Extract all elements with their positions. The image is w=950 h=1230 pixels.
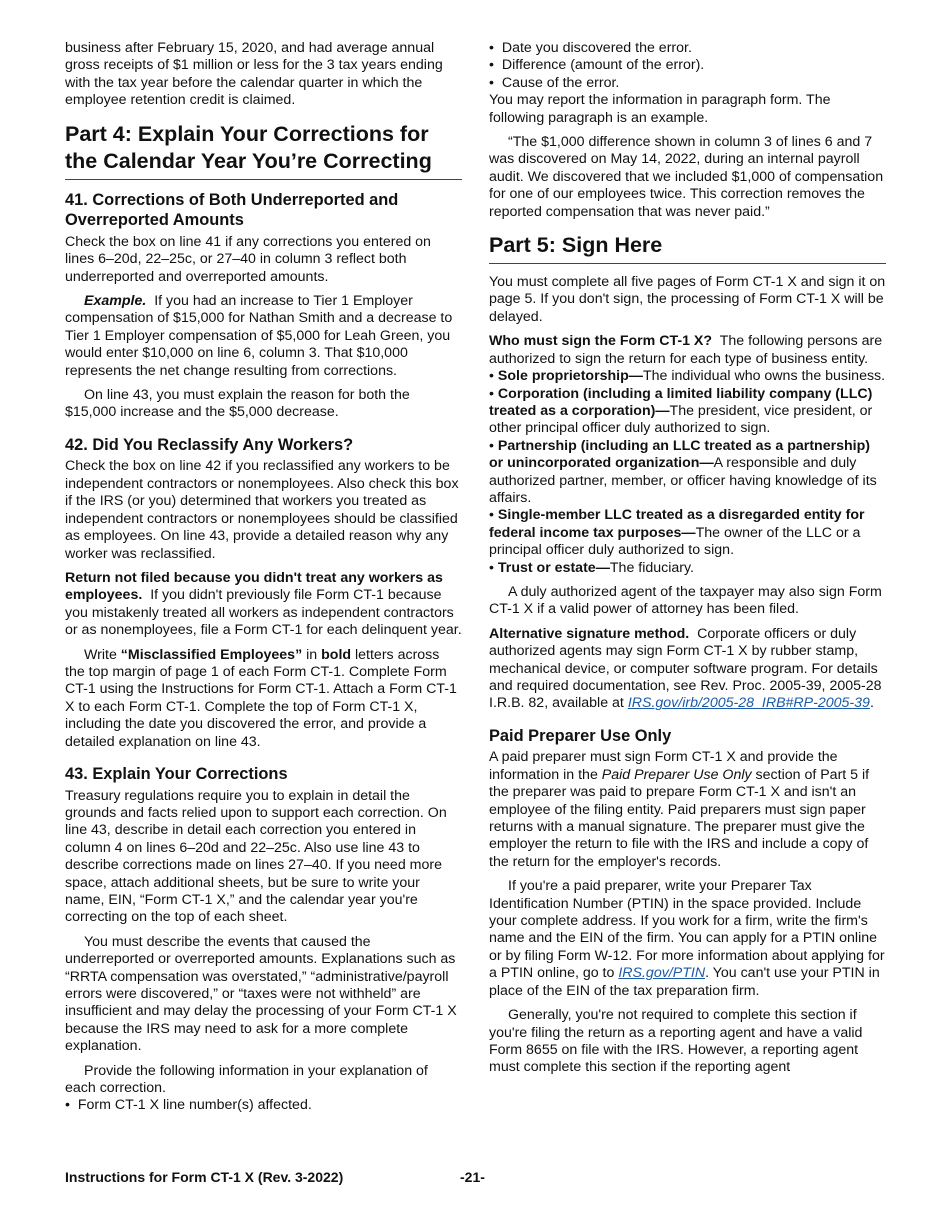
alternative-signature-label: Alternative signature method.	[489, 625, 690, 642]
misclassified-paragraph: Write “Misclassified Employees” in bold letters across the top margin of page 1 of each Form CT-1. Complete Form CT-1 using the Instructions for Form CT-1. Attach a Form CT-1 X to each Form CT-1. Complete the top of Form CT-1 X, including the date you discovered the error, and provide a detailed explanation on line 43.	[65, 646, 457, 750]
list-item: • Cause of the error.	[489, 74, 620, 91]
list-item: • Corporation (including a limited liability company (LLC) treated as a corporation)—The president, vice president, or other principal officer duly authorized to sign.	[489, 385, 873, 437]
list-item: • Trust or estate—The fiduciary.	[489, 559, 694, 576]
who-must-sign-paragraph: Who must sign the Form CT-1 X? The following persons are authorized to sign the return for each type of business entity.	[489, 333, 883, 367]
part5-heading: Part 5: Sign Here	[489, 233, 663, 258]
part5-rule	[489, 263, 886, 264]
footer-page-number: -21-	[460, 1169, 485, 1185]
list-item: • Single-member LLC treated as a disregarded entity for federal income tax purposes—The owner of the LLC or a principal officer duly authorized to sign.	[489, 507, 865, 559]
part5-paragraph: You must complete all five pages of Form CT-1 X and sign it on page 5. If you don't sign, the processing of Form CT-1 X will be delayed.	[489, 274, 886, 325]
example-quote: “The $1,000 difference shown in column 3 of lines 6 and 7 was discovered on May 14, 2022, during an internal payroll audit. We discovered that we included $1,000 of compensation for one of our employees twice. This correction removes the reported compensation that was never paid.”	[489, 134, 884, 220]
section-41-paragraph: Check the box on line 41 if any corrections you entered on lines 6–20d, 22–25c, or 27–40 in column 3 reflect both underreported and overreported amounts.	[65, 233, 431, 285]
who-must-sign-label: Who must sign the Form CT-1 X?	[489, 333, 713, 350]
return-not-filed-label: Return not filed because you didn't treat any workers as employees.	[65, 569, 443, 604]
return-not-filed-text: If you didn't previously file Form CT-1 because you mistakenly treated all workers as independent contractors or as nonemployees, file a Form CT-1 for each delinquent year.	[65, 587, 462, 639]
alternative-signature-paragraph: Alternative signature method. Corporate officers or duly authorized agents may sign Form CT-1 X by rubber stamp, mechanical device, or computer software program. For details and required documentation, see Rev. Proc. 2005-39, 2005-28 I.R.B. 82, available at IRS.gov/irb/2005-28_IRB#RP-2005-39.	[489, 625, 882, 712]
example-label: Example.	[84, 293, 147, 310]
section-41-example	[65, 293, 462, 380]
paid-preparer-paragraph-2: If you're a paid preparer, write your Preparer Tax Identification Number (PTIN) in the space provided. Include your complete address. If you work for a firm, write the firm's name and the EIN of the firm. You can apply for a PTIN online or by filing Form W-12. For more information about applying for a PTIN online, go to IRS.gov/PTIN. You can't use your PTIN in place of the EIN of the tax preparation firm.	[489, 878, 885, 999]
section-42-heading: 42. Did You Reclassify Any Workers?	[65, 435, 354, 454]
intro-paragraph: business after February 15, 2020, and had average annual gross receipts of $1 million or less for the 3 tax years ending with the tax year before the calendar quarter in which the employee retention credit is claimed.	[65, 40, 443, 109]
paragraph-form-note: You may report the information in paragraph form. The following paragraph is an example.	[489, 92, 831, 126]
part4-heading: Part 4: Explain Your Corrections for the Calendar Year You’re Correcting	[65, 121, 432, 173]
section-43-paragraph-2: You must describe the events that caused the underreported or overreported amounts. Explanations such as “RRTA compensation was overstated,” “administrative/payroll errors were discovered,” or “taxes were not withheld” are insufficient and may delay the processing of your Form CT-1 X because the IRS may need to ask for a more complete explanation.	[65, 933, 457, 1055]
paid-preparer-paragraph-1: A paid preparer must sign Form CT-1 X and provide the information in the Paid Preparer Use Only section of Part 5 if the preparer was paid to prepare Form CT-1 X and isn't an employee of the filing entity. Paid preparers must sign paper returns with a manual signature. The preparer must give the employer the return to file with the IRS and include a copy of the return for the employer's records.	[489, 749, 870, 870]
list-item: • Partnership (including an LLC treated as a partnership) or unincorporated organization—A responsible and duly authorized partner, member, or officer having knowledge of its affairs.	[489, 437, 877, 506]
paid-preparer-paragraph-3: Generally, you're not required to complete this section if you're filing the return as a reporting agent and have a valid Form 8655 on file with the IRS. However, a reporting agent must complete this section if the reporting agent	[489, 1007, 863, 1076]
list-item: • Form CT-1 X line number(s) affected.	[65, 1097, 312, 1114]
right-column	[489, 40, 886, 1077]
rev-proc-link[interactable]: IRS.gov/irb/2005-28_IRB#RP-2005-39	[627, 695, 870, 712]
list-item: • Difference (amount of the error).	[489, 57, 705, 74]
list-item: • Sole proprietorship—The individual who owns the business.	[489, 368, 886, 385]
section-43-paragraph-1: Treasury regulations require you to explain in detail the grounds and facts relied upon to support each correction. On line 43, describe in detail each correction you entered in column 4 on lines 6–20d and 22–25c. Also use line 43 to describe corrections made on lines 27–40. If you need more space, attach additional sheets, but be sure to write your name, EIN, “Form CT-1 X,” and the calendar year you're correcting on the top of each sheet.	[65, 787, 447, 926]
left-column	[65, 40, 462, 1115]
section-42-paragraph: Check the box on line 42 if you reclassified any workers to be independent contractors or nonemployees. Also check this box if the IRS (or you) determined that workers you treated as independent contractors or nonemployees should be classified as employees. On line 43, provide a detailed reason why any worker was reclassified.	[65, 458, 459, 562]
agent-paragraph: A duly authorized agent of the taxpayer may also sign Form CT-1 X if a valid power of attorney has been filed.	[489, 583, 882, 618]
part4-rule	[65, 179, 462, 180]
section-41-note: On line 43, you must explain the reason for both the $15,000 increase and the $5,000 decrease.	[65, 387, 410, 421]
section-41-heading: 41. Corrections of Both Underreported and Overreported Amounts	[65, 190, 399, 230]
list-item: • Date you discovered the error.	[489, 40, 692, 56]
footer-form-title: Instructions for Form CT-1 X (Rev. 3-2022)	[65, 1169, 344, 1185]
ptin-link[interactable]: IRS.gov/PTIN	[618, 965, 706, 982]
return-not-filed-paragraph	[65, 570, 462, 640]
section-43-paragraph-3: Provide the following information in your explanation of each correction.	[65, 1062, 428, 1097]
section-43-heading: 43. Explain Your Corrections	[65, 764, 288, 783]
paid-preparer-heading: Paid Preparer Use Only	[489, 726, 672, 745]
example-text: If you had an increase to Tier 1 Employer compensation of $15,000 for Nathan Smith and a decrease to Tier 1 Employer compensation of $5,000 for Leah Green, you would enter $10,000 on line 6, column 3. That $10,000 represents the net change resulting from corrections.	[65, 293, 453, 379]
misclassified-label: “Misclassified Employees”	[120, 646, 303, 663]
